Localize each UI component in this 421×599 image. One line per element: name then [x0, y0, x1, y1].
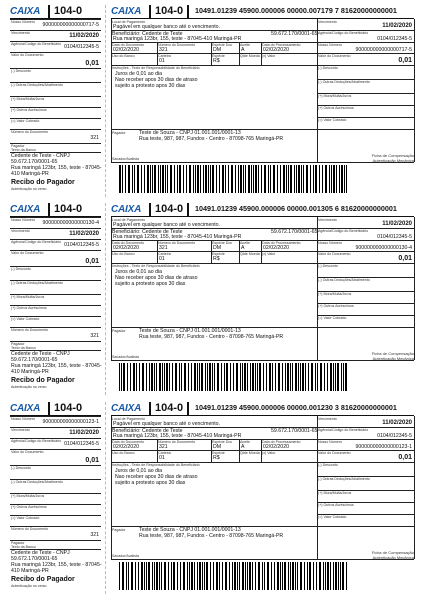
field-label: Número do Documento: [158, 241, 196, 245]
field-label: (+) Mora/Multa/Juros: [318, 94, 352, 98]
data-documento: 02/02/2020: [113, 245, 139, 251]
rule-vertical: [111, 416, 112, 559]
field-label: Nosso Número: [318, 43, 342, 47]
logo-text: CAIXA: [111, 6, 142, 17]
field-label: Sacador/Avalista: [112, 157, 139, 161]
rule-vertical: [317, 19, 318, 162]
field-value: 11/02/2020: [69, 231, 99, 237]
bank-logo: [111, 403, 141, 414]
field-label: (-) Outras Deduções/Abatimento: [11, 480, 63, 484]
field-label: Valor do Documento: [318, 252, 351, 256]
field-label: Espécie: [212, 451, 225, 455]
instrucao-3: sujeito a protesto apos 30 dias: [115, 480, 186, 486]
logo-text: CAIXA: [10, 6, 41, 17]
field-label: Valor do Documento: [318, 54, 351, 58]
field-label: (+) Outros Acréscimos: [318, 106, 354, 110]
pagador-endereco: Rua teste, 987, 987, Fundos - Centro - 87098-765 Maringá-PR: [139, 533, 284, 539]
beneficiario-nome: Beneficiário: Cedente de Teste: [112, 428, 183, 434]
stub-cnpj: 59.672.170/0001-65: [11, 357, 58, 363]
aceite: A: [241, 245, 245, 251]
especie: R$: [213, 256, 220, 262]
rule-vertical: [317, 217, 318, 360]
cut-line: [105, 402, 106, 594]
receipt-subtitle: Autenticação no verso: [11, 187, 47, 191]
field-label: Data do Processamento: [262, 43, 301, 47]
field-value: 900000000000000130-4: [42, 220, 99, 226]
valor-documento: 0,01: [398, 57, 412, 64]
field-label: (=) Valor Cobrado: [318, 316, 347, 320]
field-label: Local de Pagamento: [112, 417, 145, 421]
agencia-value: 0104/012345-5: [377, 234, 412, 240]
compensation-slip: [111, 203, 414, 361]
barcode: [119, 165, 349, 193]
field-value: 11/02/2020: [69, 33, 99, 39]
numero-documento: 321: [159, 47, 168, 53]
field-label: (=) Valor Cobrado: [318, 515, 347, 519]
field-label: (+) Mora/Multa/Juros: [11, 494, 45, 498]
field-label: Carteira: [158, 54, 171, 58]
rule-horizontal: [111, 559, 414, 560]
compensation-slip: [111, 5, 414, 163]
beneficiario-nome: Beneficiário: Cedente de Teste: [112, 31, 183, 37]
field-label: Vencimento: [11, 428, 30, 432]
boleto-slip: [0, 203, 421, 395]
linha-digitavel: 10491.01239 45900.000006 00000.001305 6 81620000000001: [195, 204, 397, 213]
instrucao-2: Nao receber apos 30 dias de atraso: [115, 275, 198, 281]
field-label: Valor do Documento: [11, 450, 44, 454]
field-value: 0104/012345-5: [64, 242, 99, 248]
field-value: 0104/012345-5: [64, 44, 99, 50]
ficha-label: Ficha de Compensação: [371, 550, 414, 555]
field-label: Agência/Código do Beneficiário: [318, 31, 369, 35]
instrucao-2: Nao receber apos 30 dias de atraso: [115, 77, 198, 83]
field-label: (+) Outros Acréscimos: [318, 503, 354, 507]
field-label: Aceite: [240, 241, 250, 245]
field-label: Texto da Banco: [11, 148, 36, 152]
field-label: Agência/Código do Beneficiário: [11, 42, 62, 46]
stub-header: [10, 402, 101, 416]
field-label: Nosso Número: [11, 20, 35, 24]
field-label: Instruções - Texto de Responsabilidade do Beneficiário: [112, 463, 200, 467]
field-label: Uso do Banco: [112, 252, 135, 256]
stub-endereco-1: Rua maringá 123br, 155, teste - 87045-: [11, 165, 102, 171]
field-label: Espécie Doc: [212, 440, 233, 444]
field-label: (+) Outros Acréscimos: [11, 108, 47, 112]
field-label: Agência/Código do Beneficiário: [318, 428, 369, 432]
stub-cedente: Cedente de Teste - CNPJ: [11, 153, 70, 159]
receipt-title: Recibo do Pagador: [11, 179, 75, 186]
field-label: (=) Valor Cobrado: [11, 119, 40, 123]
field-label: (-) Outras Deduções/Abatimento: [318, 80, 370, 84]
compensation-slip: [111, 402, 414, 560]
stub-cedente: Cedente de Teste - CNPJ: [11, 550, 70, 556]
field-label: Número do Documento: [11, 527, 49, 531]
field-label: Uso do Banco: [112, 451, 135, 455]
nosso-numero: 900000000000000130-4: [355, 245, 412, 251]
instrucao-1: Juros de 0,01 ao dia: [115, 269, 163, 275]
field-label: Pagador: [11, 342, 25, 346]
field-label: Carteira: [158, 451, 171, 455]
linha-digitavel: 10491.01239 45900.000006 00000.001230 3 81620000000001: [195, 403, 397, 412]
boleto-slip: [0, 5, 421, 197]
field-label: Número do Documento: [11, 328, 49, 332]
receipt-stub: [10, 402, 102, 588]
stub-cnpj: 59.672.170/0001-65: [11, 159, 58, 165]
field-label: Vencimento: [318, 417, 337, 421]
beneficiario-endereco: Rua maringá 123br, 155, teste - 87045-410 Maringá-PR: [113, 234, 242, 240]
field-label: Nosso Número: [11, 417, 35, 421]
rule-vertical: [111, 217, 112, 360]
field-label: Qtde Moeda: [240, 451, 260, 455]
field-label: Pagador: [112, 528, 126, 532]
field-label: Número do Documento: [158, 43, 196, 47]
instrucao-2: Nao receber apos 30 dias de atraso: [115, 474, 198, 480]
rule-vertical: [317, 416, 318, 559]
rule-vertical: [111, 19, 112, 162]
cut-line: [105, 203, 106, 395]
bank-logo: [10, 403, 40, 414]
beneficiario-cnpj: 59.672.170/0001-65: [271, 229, 318, 235]
field-value: 321: [90, 333, 99, 339]
field-label: (=) Valor Cobrado: [11, 317, 40, 321]
bank-logo: [111, 6, 141, 17]
field-label: Espécie Doc: [212, 43, 233, 47]
beneficiario-cnpj: 59.672.170/0001-65: [271, 31, 318, 37]
field-label: Texto da Banco: [11, 545, 36, 549]
bank-code: 104-0: [48, 5, 82, 18]
receipt-stub: [10, 5, 102, 191]
barcode: [119, 363, 349, 391]
especie-doc: DM: [213, 47, 222, 53]
field-value: 0,01: [85, 258, 99, 265]
main-header: [111, 203, 414, 217]
data-processamento: 02/02/2020: [263, 444, 289, 450]
rule-horizontal: [111, 162, 414, 163]
field-label: (+) Outros Acréscimos: [318, 304, 354, 308]
valor-documento: 0,01: [398, 454, 412, 461]
field-label: (+) Mora/Multa/Juros: [11, 295, 45, 299]
field-label: (+) Mora/Multa/Juros: [318, 491, 352, 495]
field-value: 321: [90, 135, 99, 141]
field-value: 0,01: [85, 60, 99, 67]
field-label: (-) Desconto: [318, 66, 338, 70]
field-value: 0,01: [85, 457, 99, 464]
agencia-value: 0104/012345-5: [377, 433, 412, 439]
field-label: Data do Documento: [112, 241, 144, 245]
data-processamento: 02/02/2020: [263, 245, 289, 251]
field-label: Qtde Moeda: [240, 252, 260, 256]
field-label: Uso do Banco: [112, 54, 135, 58]
rule-horizontal: [111, 360, 414, 361]
field-label: Agência/Código do Beneficiário: [11, 439, 62, 443]
bank-code: 104-0: [149, 203, 189, 216]
pagador-endereco: Rua teste, 987, 987, Fundos - Centro - 87098-765 Maringá-PR: [139, 334, 284, 340]
field-label: Vencimento: [11, 31, 30, 35]
receipt-title: Recibo do Pagador: [11, 377, 75, 384]
receipt-title: Recibo do Pagador: [11, 576, 75, 583]
logo-text: CAIXA: [111, 204, 142, 215]
bank-logo: [10, 6, 40, 17]
field-label: Data do Processamento: [262, 241, 301, 245]
field-label: (-) Outras Deduções/Abatimento: [318, 278, 370, 282]
nosso-numero: 900000000000000717-5: [355, 47, 412, 53]
especie: R$: [213, 455, 220, 461]
stub-endereco-1: Rua maringá 123br, 155, teste - 87045-: [11, 363, 102, 369]
stub-endereco-1: Rua maringá 123br, 155, teste - 87045-: [11, 562, 102, 568]
stub-endereco-2: 410 Maringá-PR: [11, 369, 49, 375]
field-label: Espécie: [212, 54, 225, 58]
beneficiario-endereco: Rua maringá 123br, 155, teste - 87045-410 Maringá-PR: [113, 433, 242, 439]
field-label: Valor do Documento: [11, 53, 44, 57]
field-label: (+) Mora/Multa/Juros: [318, 292, 352, 296]
stub-header: [10, 203, 101, 217]
field-label: (-) Desconto: [11, 466, 31, 470]
vencimento-value: 11/02/2020: [382, 221, 412, 227]
bank-code: 104-0: [48, 402, 82, 415]
field-label: Nosso Número: [318, 241, 342, 245]
bank-code: 104-0: [149, 5, 189, 18]
bank-code: 104-0: [149, 402, 189, 415]
logo-text: CAIXA: [10, 403, 41, 414]
bank-code: 104-0: [48, 203, 82, 216]
field-label: (+) Outros Acréscimos: [11, 306, 47, 310]
field-label: (-) Desconto: [11, 69, 31, 73]
especie: R$: [213, 58, 220, 64]
main-header: [111, 5, 414, 19]
bank-logo: [111, 204, 141, 215]
field-value: 321: [90, 532, 99, 538]
field-label: Instruções - Texto de Responsabilidade do Beneficiário: [112, 66, 200, 70]
field-label: Aceite: [240, 440, 250, 444]
field-value: 900000000000000123-1: [42, 419, 99, 425]
field-label: (+) Outros Acréscimos: [11, 505, 47, 509]
aceite: A: [241, 444, 245, 450]
stub-cnpj: 59.672.170/0001-65: [11, 556, 58, 562]
field-label: (-) Outras Deduções/Abatimento: [318, 477, 370, 481]
field-label: Carteira: [158, 252, 171, 256]
local-pagamento: Pagável em qualquer banco até o vencimento.: [113, 24, 220, 30]
data-processamento: 02/02/2020: [263, 47, 289, 53]
agencia-value: 0104/012345-5: [377, 36, 412, 42]
numero-documento: 321: [159, 444, 168, 450]
field-label: (-) Desconto: [318, 463, 338, 467]
instrucao-3: sujeito a protesto apos 30 dias: [115, 83, 186, 89]
field-label: Pagador: [11, 541, 25, 545]
field-label: Número do Documento: [11, 130, 49, 134]
field-label: Nosso Número: [11, 218, 35, 222]
field-label: (=) Valor Cobrado: [318, 118, 347, 122]
field-label: Instruções - Texto de Responsabilidade do Beneficiário: [112, 264, 200, 268]
field-label: Espécie Doc: [212, 241, 233, 245]
field-label: Local de Pagamento: [112, 218, 145, 222]
vencimento-value: 11/02/2020: [382, 23, 412, 29]
field-label: Sacador/Avalista: [112, 355, 139, 359]
aceite: A: [241, 47, 245, 53]
rule-vertical: [414, 217, 415, 360]
bank-logo: [10, 204, 40, 215]
barcode: [119, 562, 349, 590]
local-pagamento: Pagável em qualquer banco até o vencimento.: [113, 421, 220, 427]
field-label: (=) Valor Cobrado: [11, 516, 40, 520]
logo-text: CAIXA: [111, 403, 142, 414]
field-label: (-) Desconto: [11, 267, 31, 271]
pagador-nome: Teste de Souza - CNPJ 01.001.001/0001-13: [139, 527, 241, 533]
field-label: Local de Pagamento: [112, 20, 145, 24]
beneficiario-cnpj: 59.672.170/0001-65: [271, 428, 318, 434]
ficha-label: Ficha de Compensação: [371, 351, 414, 356]
field-label: (-) Desconto: [318, 264, 338, 268]
beneficiario-nome: Beneficiário: Cedente de Teste: [112, 229, 183, 235]
numero-documento: 321: [159, 245, 168, 251]
field-label: (x) Valor: [262, 451, 276, 455]
autenticacao-label: Autenticação Mecânica: [372, 356, 414, 361]
boleto-slip: [0, 402, 421, 594]
field-label: Agência/Código do Beneficiário: [318, 229, 369, 233]
especie-doc: DM: [213, 245, 222, 251]
field-label: Vencimento: [318, 218, 337, 222]
field-label: (+) Mora/Multa/Juros: [11, 97, 45, 101]
field-label: Valor do Documento: [318, 451, 351, 455]
field-label: (x) Valor: [262, 252, 276, 256]
especie-doc: DM: [213, 444, 222, 450]
field-label: (-) Outras Deduções/Abatimento: [11, 281, 63, 285]
main-header: [111, 402, 414, 416]
field-label: Aceite: [240, 43, 250, 47]
field-label: (-) Outras Deduções/Abatimento: [11, 83, 63, 87]
receipt-subtitle: Autenticação no verso: [11, 385, 47, 389]
field-label: Pagador: [11, 144, 25, 148]
field-label: Vencimento: [11, 229, 30, 233]
data-documento: 02/02/2020: [113, 444, 139, 450]
rule-vertical: [414, 416, 415, 559]
nosso-numero: 900000000000000123-1: [355, 444, 412, 450]
field-label: Data do Processamento: [262, 440, 301, 444]
autenticacao-label: Autenticação Mecânica: [372, 555, 414, 560]
field-label: Pagador: [112, 329, 126, 333]
carteira: 01: [159, 256, 165, 262]
field-label: Número do Documento: [158, 440, 196, 444]
data-documento: 02/02/2020: [113, 47, 139, 53]
field-label: Nosso Número: [318, 440, 342, 444]
vencimento-value: 11/02/2020: [382, 420, 412, 426]
field-label: Data do Documento: [112, 440, 144, 444]
field-label: Texto da Banco: [11, 346, 36, 350]
field-label: Pagador: [112, 131, 126, 135]
cut-line: [105, 5, 106, 197]
carteira: 01: [159, 455, 165, 461]
valor-documento: 0,01: [398, 255, 412, 262]
field-label: Valor do Documento: [11, 251, 44, 255]
field-label: Sacador/Avalista: [112, 554, 139, 558]
stub-header: [10, 5, 101, 19]
logo-text: CAIXA: [10, 204, 41, 215]
ficha-label: Ficha de Compensação: [371, 153, 414, 158]
beneficiario-endereco: Rua maringá 123br, 155, teste - 87045-410 Maringá-PR: [113, 36, 242, 42]
pagador-endereco: Rua teste, 987, 987, Fundos - Centro - 87098-765 Maringá-PR: [139, 136, 284, 142]
field-label: (x) Valor: [262, 54, 276, 58]
stub-endereco-2: 410 Maringá-PR: [11, 171, 49, 177]
pagador-nome: Teste de Souza - CNPJ 01.001.001/0001-13: [139, 130, 241, 136]
rule-vertical: [414, 19, 415, 162]
field-value: 900000000000000717-5: [42, 22, 99, 28]
field-label: Qtde Moeda: [240, 54, 260, 58]
receipt-subtitle: Autenticação no verso: [11, 584, 47, 588]
pagador-nome: Teste de Souza - CNPJ 01.001.001/0001-13: [139, 328, 241, 334]
field-label: Espécie: [212, 252, 225, 256]
field-label: Data do Documento: [112, 43, 144, 47]
stub-cedente: Cedente de Teste - CNPJ: [11, 351, 70, 357]
field-value: 11/02/2020: [69, 430, 99, 436]
stub-endereco-2: 410 Maringá-PR: [11, 568, 49, 574]
field-value: 0104/012345-5: [64, 441, 99, 447]
carteira: 01: [159, 58, 165, 64]
autenticacao-label: Autenticação Mecânica: [372, 158, 414, 163]
field-label: Vencimento: [318, 20, 337, 24]
field-label: Agência/Código do Beneficiário: [11, 240, 62, 244]
instrucao-3: sujeito a protesto apos 30 dias: [115, 281, 186, 287]
local-pagamento: Pagável em qualquer banco até o vencimento.: [113, 222, 220, 228]
instrucao-1: Juros de 0,01 ao dia: [115, 71, 163, 77]
linha-digitavel: 10491.01239 45900.000006 00000.007179 7 81620000000001: [195, 6, 397, 15]
instrucao-1: Juros de 0,01 ao dia: [115, 468, 163, 474]
receipt-stub: [10, 203, 102, 389]
